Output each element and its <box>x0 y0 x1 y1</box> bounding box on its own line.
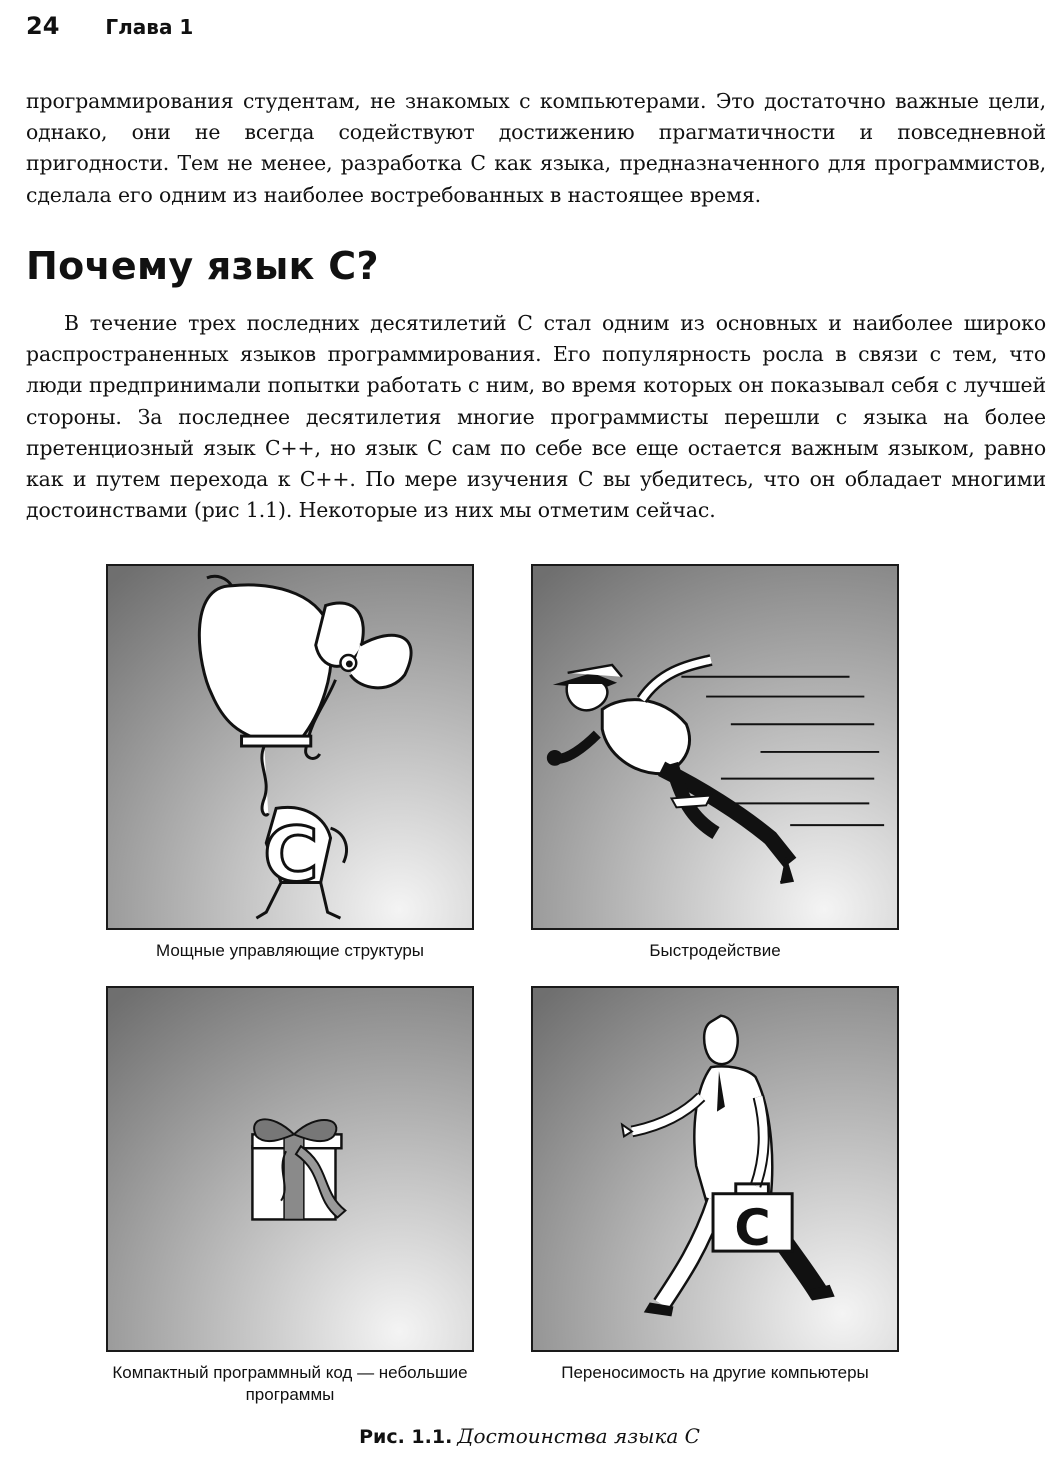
figure-title: Достоинства языка С <box>457 1424 700 1448</box>
panel-letter-c: C <box>734 1199 771 1258</box>
section-title: Почему язык С? <box>26 244 379 288</box>
page-header <box>26 12 193 46</box>
panel-caption: Быстродействие <box>649 941 781 960</box>
panel-caption: Компактный программный код — небольшие программы <box>112 1363 468 1404</box>
page-number: 24 <box>26 12 60 40</box>
panel-letter-c: C <box>263 810 319 899</box>
figure-label: Рис. 1.1. <box>359 1426 453 1448</box>
panel-caption: Мощные управляющие структуры <box>155 941 424 960</box>
body-paragraph: В течение трех последних десятилетий С стал одним из основных и наиболее широко распространенных языков программирования. Его популярность росла в связи с тем, что люди предпринимали попытки работать с ним, во время которых он показывал себя с лучшей стороны. За последнее десятилетия многие программисты перешли с языка на более претенциозный язык С++, но язык С сам по себе все еще остается важным языком, равно как и путем перехода к С++. По мере изучения С вы убедитесь, что он обладает многими достоинствами (рис 1.1). Некоторые из них мы отметим сейчас. <box>26 311 1046 523</box>
flying-runner-illustration <box>533 566 897 928</box>
figure-panel-speed <box>531 564 899 930</box>
chapter-title: Глава 1 <box>105 15 194 39</box>
small-gift-box-illustration <box>108 988 472 1350</box>
figure-caption <box>0 1424 1059 1449</box>
figure-panel-portability <box>531 986 899 1352</box>
strongman-elephant-illustration <box>108 566 472 928</box>
panel-caption: Переносимость на другие компьютеры <box>561 1363 869 1382</box>
body-paragraph: программирования студентам, не знакомых с компьютерами. Это достаточно важные цели, однако, они не всегда содействуют достижению прагматичности и повседневной пригодности. Тем не менее, разработка С как языка, предназначенного для программистов, сделала его одним из наиболее востребованных в настоящее время. <box>26 89 1046 207</box>
walking-man-briefcase-illustration <box>533 988 897 1350</box>
figure-panel-compact-code <box>106 986 474 1352</box>
figure-panel-control-structures <box>106 564 474 930</box>
